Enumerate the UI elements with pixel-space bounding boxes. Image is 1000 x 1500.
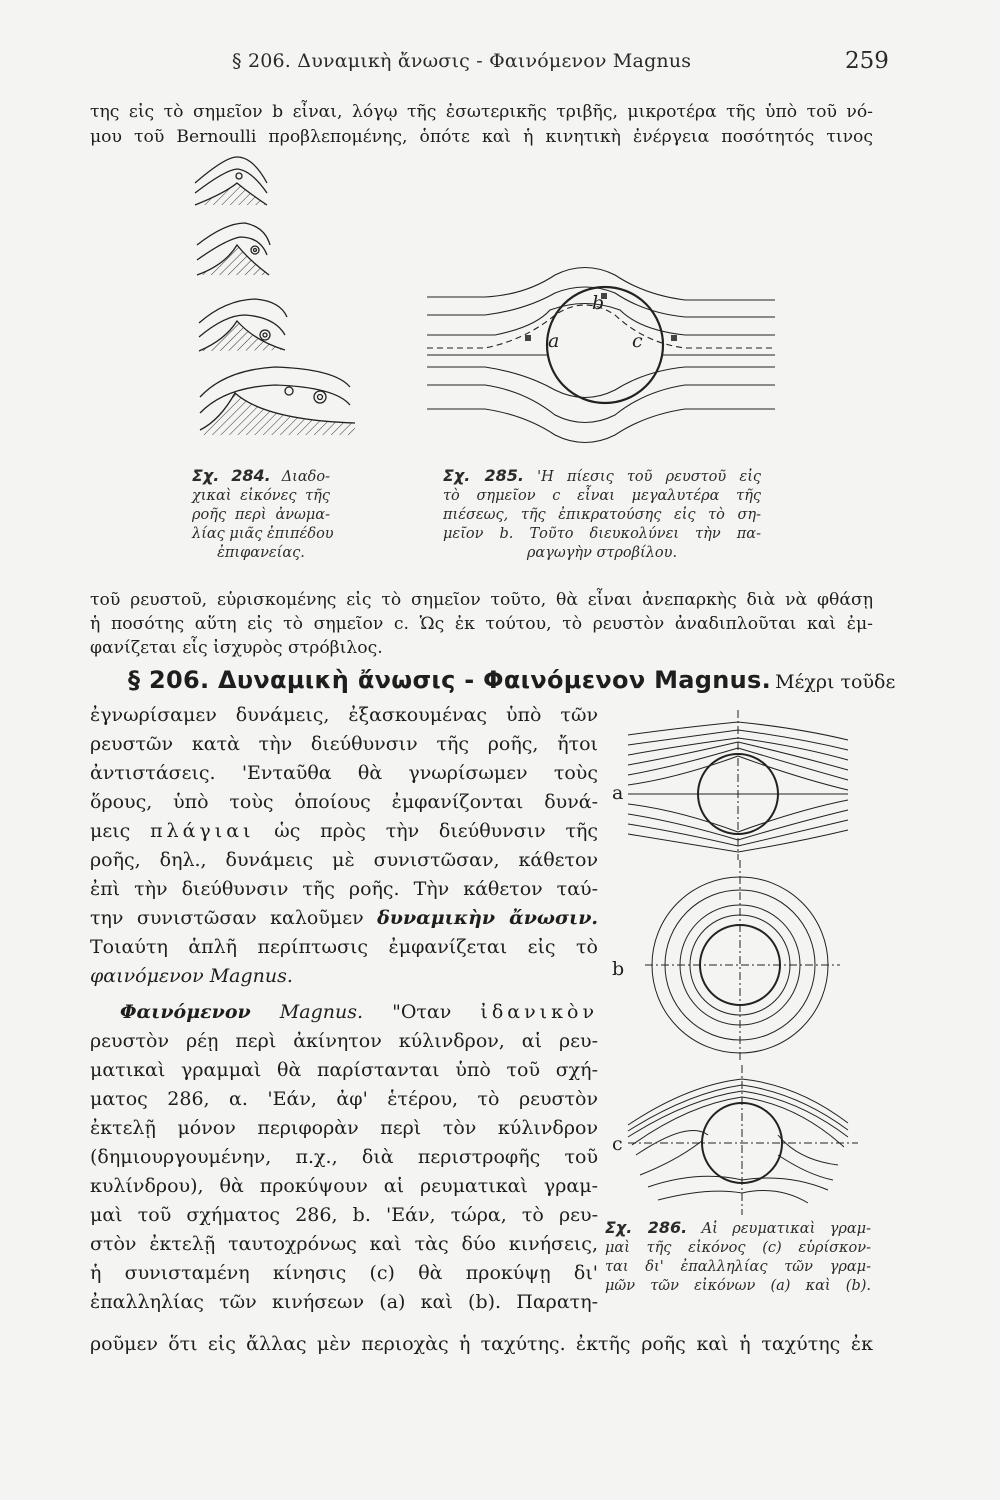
panel-label-c: c (612, 1133, 623, 1155)
figure-285-label: Σχ. 285. (443, 466, 524, 485)
running-header (0, 50, 1000, 80)
figure-286-caption: Σχ. 286. Αἱ ρευματικαὶ γραμ- μαὶ τῆς εἰκόνος (c) εὑρίσκον- ται δι' ἐπαλληλίας τῶν γραμ- μῶν τῶν εἰκόνων (a) καὶ (b). (605, 1218, 871, 1294)
body-line: ὅρους, ὑπὸ τοὺς ὁποίους ἐμφανίζονται δυνά- (90, 791, 598, 813)
body-line: μαὶ τοῦ σχήματος 286, b. 'Εάν, τώρα, τὸ ρευ- (90, 1204, 598, 1226)
body-line: ἐγνωρίσαμεν δυνάμεις, ἐξασκουμένας ὑπὸ τῶν (90, 704, 598, 726)
body-line: ρευστὸν ρέῃ περὶ ἀκίνητον κύλινδρον, αἱ ρευ- (90, 1030, 598, 1052)
point-label-a: a (548, 330, 560, 352)
body-line: ἐπαλληλίας τῶν κινήσεων (a) καὶ (b). Παρατη- (90, 1291, 598, 1313)
figure-284-caption: Σχ. 284. Διαδο- χικαὶ εἰκόνες τῆς ροῆς περὶ ἀνωμα- λίας μιᾶς ἐπιπέδου ἐπιφανείας. (192, 466, 334, 561)
section-heading (128, 666, 895, 694)
body-line: ἐπὶ τὴν διεύθυνσιν τῆς ροῆς. Τὴν κάθετον ταύ- (90, 878, 598, 900)
panel-label-b: b (612, 958, 625, 980)
body-line: την συνιστῶσαν καλοῦμεν δυναμικὴν ἄνωσιν. (90, 907, 599, 929)
page-number: 259 (845, 48, 889, 74)
paragraph-line: φανίζεται εἷς ἰσχυρὸς στρόβιλος. (90, 638, 383, 658)
body-line: ἡ συνισταμένη κίνησις (c) θὰ προκύψῃ δι' (90, 1262, 598, 1284)
body-line: (δημιουργουμένην, π.χ., διὰ περιστροφῆς τοῦ (90, 1146, 598, 1168)
paragraph-line: τοῦ ρευστοῦ, εὑρισκομένης εἰς τὸ σημεῖον τοῦτο, θὰ εἶναι ἀνεπαρκὴς διὰ νὰ φθάσῃ (90, 590, 873, 610)
figure-286b-circulation-diagram (640, 860, 840, 1060)
paragraph-line: ἡ ποσότης αὕτη εἰς τὸ σημεῖον c. Ὡς ἐκ τούτου, τὸ ρευστὸν ἀναδιπλοῦται καὶ ἐμ- (90, 614, 873, 634)
body-line: Τοιαύτη ἁπλῆ περίπτωσις ἐμφανίζεται εἰς τὸ (90, 936, 598, 958)
paragraph-line: μου τοῦ Bernoulli προβλεπομένης, ὁπότε καὶ ἡ κινητικὴ ἐνέργεια ποσότητός τινος (90, 127, 873, 147)
point-label-c: c (632, 330, 643, 352)
body-line: ροῦμεν ὅτι εἰς ἄλλας μὲν περιοχὰς ἡ ταχύτης. ἐκ (90, 1333, 598, 1355)
section-title: § 206. Δυναμικὴ ἄνωσις - Φαινόμενον Magnus. (128, 666, 772, 694)
body-line: ρευστῶν κατὰ τὴν διεύθυνσιν τῆς ροῆς, ἤτοι (90, 733, 598, 755)
body-line: μεις πλάγιαι ὡς πρὸς τὴν διεύθυνσιν τῆς (90, 820, 599, 842)
figure-284-flow-diagram (185, 165, 375, 465)
panel-label-a: a (612, 782, 624, 804)
paragraph-line: της εἰς τὸ σημεῖον b εἶναι, λόγῳ τῆς ἐσωτερικῆς τριβῆς, μικροτέρα τῆς ὑπὸ τοῦ νό- (90, 102, 873, 122)
body-line: τῆς ροῆς καὶ ἡ ταχύτης ἐκ (598, 1333, 873, 1355)
figure-285-cylinder-flow-diagram (425, 255, 785, 455)
body-line: στὸν ἐκτελῇ ταυτοχρόνως καὶ τὰς δύο κινήσεις, (90, 1233, 598, 1255)
figure-286c-combined-flow-diagram (628, 1065, 858, 1215)
body-line: Φαινόμενον Magnus. "Οταν ἰδανικὸν (120, 1001, 598, 1023)
point-label-b: b (592, 292, 605, 314)
body-line: ἐκτελῇ μόνον περιφορὰν περὶ τὸν κύλινδρον (90, 1117, 598, 1139)
body-line: ἀντιστάσεις. 'Ενταῦθα θὰ γνωρίσωμεν τοὺς (90, 762, 598, 784)
term-magnus-heading: Φαινόμενον (120, 1001, 251, 1023)
figure-286-label: Σχ. 286. (605, 1218, 688, 1237)
figure-284-label: Σχ. 284. (192, 466, 271, 485)
running-title: § 206. Δυναμικὴ ἄνωσις - Φαινόμενον Magnus (232, 50, 692, 72)
figure-286a-uniform-flow-diagram (628, 710, 858, 860)
body-line: ματος 286, α. 'Εάν, ἀφ' ἑτέρου, τὸ ρευστὸν (90, 1088, 598, 1110)
figure-285-caption: Σχ. 285. 'Η πίεσις τοῦ ρευστοῦ εἰς τὸ σημεῖον c εἶναι μεγαλυτέρα τῆς πιέσεως, τῆς ἐπικρατούσης εἰς τὸ ση- μεῖον b. Τοῦτο διευκολύνει τὴν πα- ραγωγὴν στροβίλου. (443, 466, 762, 561)
term-dynamic-lift: δυναμικὴν ἄνωσιν. (377, 907, 599, 929)
body-line: ματικαὶ γραμμαὶ θὰ παρίστανται ὑπὸ τοῦ σχή- (90, 1059, 598, 1081)
section-heading-continuation: Μέχρι τοῦδε (775, 671, 896, 693)
body-line: ροῆς, δηλ., δυνάμεις μὲ συνιστῶσαν, κάθετον (90, 849, 598, 871)
body-line: φαινόμενον Magnus. (90, 965, 293, 987)
body-line: κυλίνδρου), θὰ προκύψουν αἱ ρευματικαὶ γραμ- (90, 1175, 598, 1197)
